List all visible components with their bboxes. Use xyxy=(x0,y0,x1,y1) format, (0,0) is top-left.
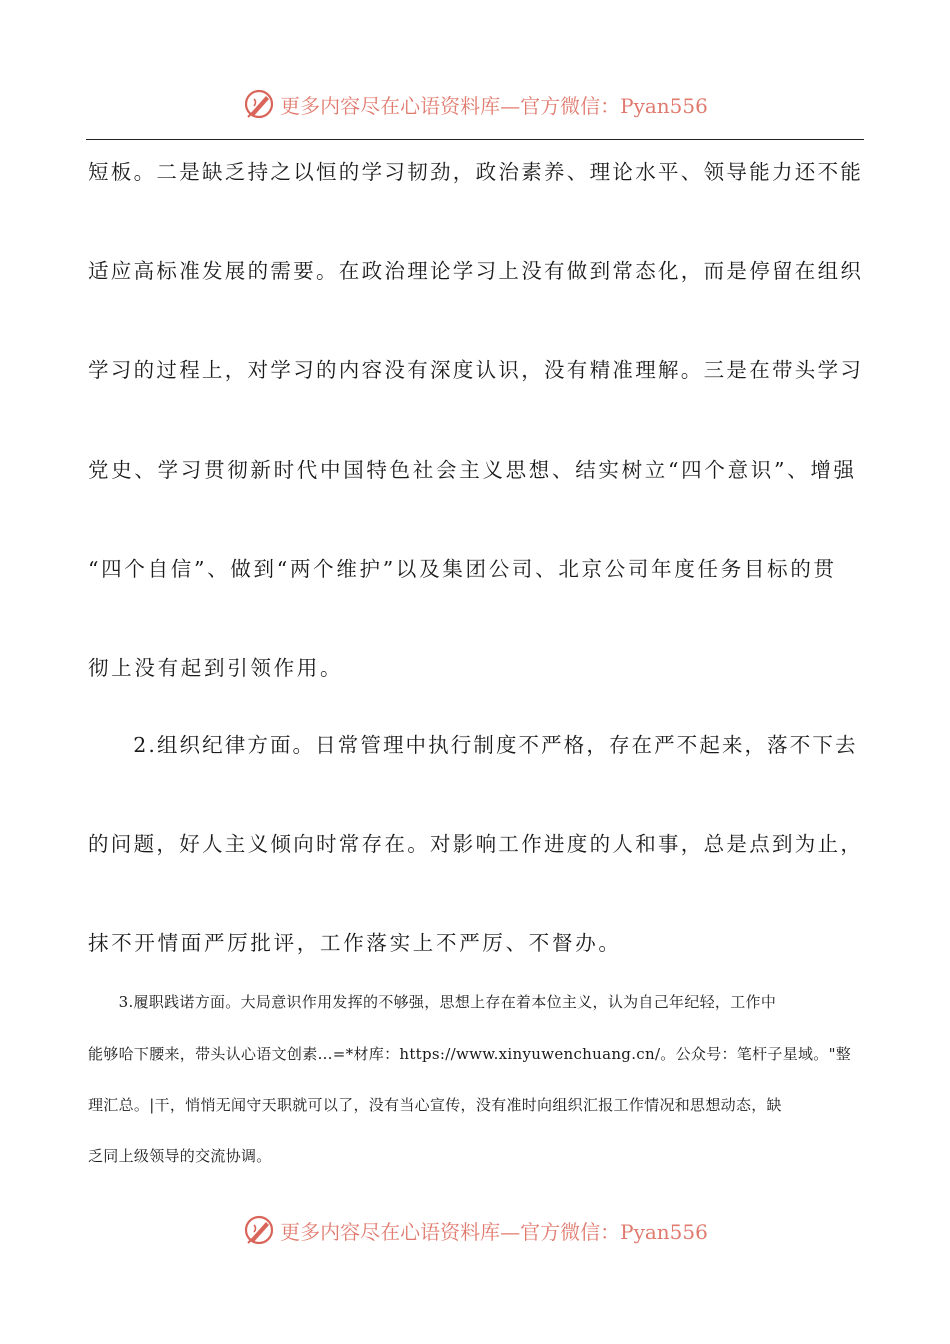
body-line: 的问题，好人主义倾向时常存在。对影响工作进度的人和事，总是点到为止， xyxy=(88,832,864,856)
body-line: 彻上没有起到引领作用。 xyxy=(88,656,344,680)
footer-banner-text: 更多内容尽在心语资料库—官方微信：Pyan556 xyxy=(280,1219,708,1244)
small-text-line: 乏同上级领导的交流协调。 xyxy=(88,1147,272,1165)
small-text-line: 能够哈下腰来，带头认心语文创素…=*材库：https://www.xinyuwenchuang.cn/。公众号：笔杆子星域。"整 xyxy=(88,1045,852,1063)
body-line: 党史、学习贯彻新时代中国特色社会主义思想、结实树立“四个意识”、增强 xyxy=(88,458,857,482)
small-text-line: 3.履职践诺方面。大局意识作用发挥的不够强，思想上存在着本位主义，认为自己年纪轻，工作中 xyxy=(88,993,777,1011)
small-text-line: 理汇总。|干，悄悄无闻守天职就可以了，没有当心宣传，没有准时向组织汇报工作情况和思想动态，缺 xyxy=(88,1096,782,1114)
header-divider xyxy=(86,139,864,140)
body-line: 适应高标准发展的需要。在政治理论学习上没有做到常态化，而是停留在组织 xyxy=(88,259,864,283)
footer-banner xyxy=(0,1210,950,1250)
body-line: 短板。二是缺乏持之以恒的学习韧劲，政治素养、理论水平、领导能力还不能 xyxy=(88,160,864,184)
body-line: “四个自信”、做到“两个维护”以及集团公司、北京公司年度任务目标的贯 xyxy=(88,557,837,581)
body-line: 学习的过程上，对学习的内容没有深度认识，没有精准理解。三是在带头学习 xyxy=(88,358,864,382)
header-banner-text: 更多内容尽在心语资料库—官方微信：Pyan556 xyxy=(280,93,708,118)
pen-logo-icon xyxy=(242,1213,276,1247)
body-line: 2.组织纪律方面。日常管理中执行制度不严格，存在严不起来，落不下去 xyxy=(88,733,858,757)
pen-logo-icon xyxy=(242,87,276,121)
body-line: 抹不开情面严厉批评，工作落实上不严厉、不督办。 xyxy=(88,931,622,955)
header-banner xyxy=(0,84,950,124)
